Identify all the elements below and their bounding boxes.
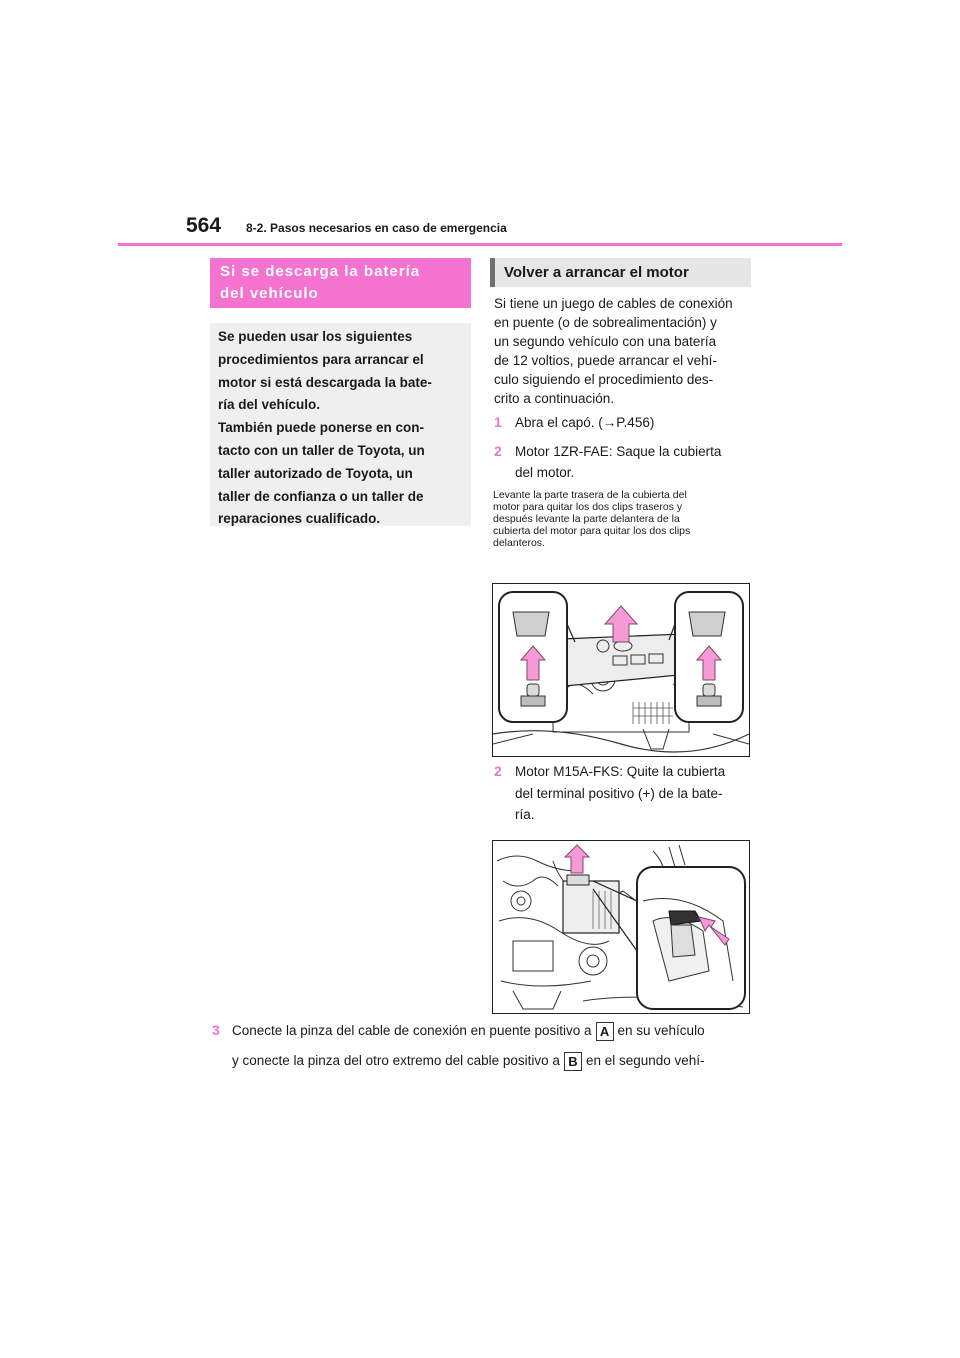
info-line: reparaciones cualificado.	[218, 511, 381, 527]
step-2b-line: Motor M15A-FKS: Quite la cubierta	[515, 764, 726, 779]
step-1-text: Abra el capó. (→P.456)	[515, 415, 655, 430]
left-section-heading	[210, 258, 471, 308]
info-line: taller de confianza o un taller de	[218, 488, 424, 504]
step-3-line-1	[232, 1022, 705, 1041]
info-line: También puede ponerse en con-	[218, 420, 425, 436]
step-2a-line: del motor.	[515, 465, 575, 480]
step-2b-line: ría.	[515, 807, 535, 822]
engine-cover-drawing	[493, 584, 749, 756]
heading-marker-bar	[490, 258, 495, 287]
intro-line: culo siguiendo el procedimiento des-	[494, 372, 714, 387]
step-3-number: 3	[212, 1022, 220, 1038]
left-heading-line: Si se descarga la batería	[220, 263, 421, 280]
intro-line: crito a continuación.	[494, 391, 615, 406]
left-info-box	[210, 323, 471, 526]
battery-terminal-illustration	[492, 840, 750, 1014]
intro-line: un segundo vehículo con una batería	[494, 334, 717, 349]
step-3-line-2	[232, 1052, 705, 1071]
battery-terminal-drawing	[493, 841, 749, 1013]
note-line: motor para quitar los dos clips traseros y	[493, 501, 683, 513]
note-line: después levante la parte delantera de la	[493, 513, 680, 525]
page-number: 564	[186, 214, 222, 237]
intro-line: de 12 voltios, puede arrancar el vehí-	[494, 353, 717, 368]
step-1-number: 1	[494, 414, 502, 430]
step-2a-number: 2	[494, 443, 502, 459]
step-3-text: y conecte la pinza del otro extremo del cable positivo a	[232, 1053, 560, 1069]
info-line: taller autorizado de Toyota, un	[218, 465, 413, 481]
label-b-box: B	[564, 1052, 582, 1071]
note-line: delanteros.	[493, 537, 545, 549]
left-heading-line: del vehículo	[220, 285, 319, 302]
info-line: ría del vehículo.	[218, 397, 321, 413]
step-2b-line: del terminal positivo (+) de la bate-	[515, 786, 723, 801]
info-line: Se pueden usar los siguientes	[218, 329, 413, 344]
right-heading-text: Volver a arrancar el motor	[504, 264, 689, 281]
note-line: Levante la parte trasera de la cubierta del	[493, 489, 687, 501]
step-2b-number: 2	[494, 763, 502, 779]
info-line: procedimientos para arrancar el	[218, 351, 424, 367]
step-3-text: en el segundo vehí-	[585, 1053, 705, 1069]
right-section-heading	[490, 258, 751, 287]
note-line: cubierta del motor para quitar los dos clips	[493, 525, 691, 537]
step-3-text: en su vehículo	[617, 1023, 705, 1039]
label-a-box: A	[596, 1022, 614, 1041]
info-line: motor si está descargada la bate-	[218, 374, 432, 390]
info-line: tacto con un taller de Toyota, un	[218, 442, 425, 458]
step-2a-line: Motor 1ZR-FAE: Saque la cubierta	[515, 444, 722, 459]
header-rule	[118, 243, 842, 246]
intro-line: Si tiene un juego de cables de conexión	[494, 296, 733, 311]
step-2a-note	[493, 489, 690, 549]
step-3-text: Conecte la pinza del cable de conexión en puente positivo a	[232, 1023, 592, 1039]
intro-paragraph	[494, 294, 733, 408]
intro-line: en puente (o de sobrealimentación) y	[494, 315, 717, 330]
engine-cover-illustration	[492, 583, 750, 757]
section-title: 8-2. Pasos necesarios en caso de emergencia	[246, 221, 507, 235]
